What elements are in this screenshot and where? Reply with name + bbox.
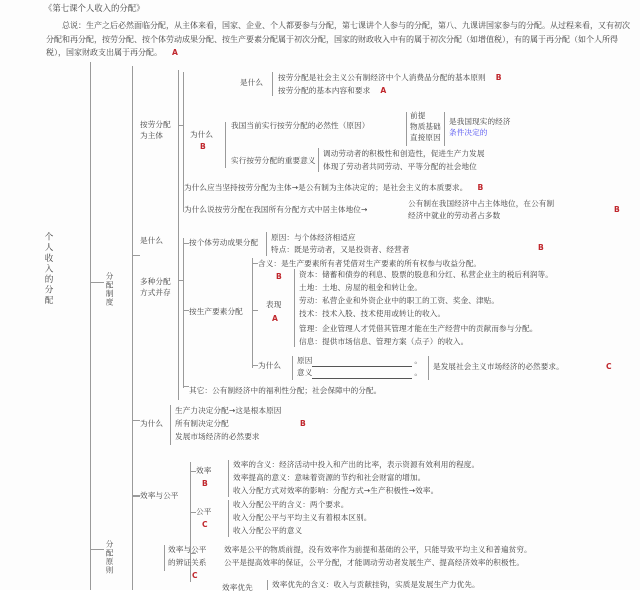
intro-text: 总说：生产之后必然面临分配，从主体来看，国家、企业、个人都要参与分配，第七课讲个人参与的分配，第八、九课讲国家参与的分配。从过程来看，又有初次分配和再分配，按劳分配、按个体劳动成果分配、按生产要素分配属于初次分配，国家的财政收入中有的属于初次分配（如增值税），有的属于再分配（如个人所得税），国家财政支出属于再分配。 — [46, 21, 630, 58]
anlao-what-item-0-text: 按劳分配是社会主义公有制经济中个人消费品分配的基本原则 — [278, 73, 486, 82]
anlao-what-item-1 — [278, 86, 386, 97]
significance-item-0: 调动劳动者的积极性和创造性，促进生产力发展 — [323, 149, 485, 158]
priority-item-0: 效率优先的含义：收入与贡献挂钩，实质是发展生产力优先。 — [272, 580, 480, 589]
node-duozhong: 多种分配 方式并存 — [140, 277, 171, 297]
anlao-extra1 — [184, 183, 483, 194]
yaosu-meaning-text: 含义：是生产要素所有者凭借对生产要素的所有权参与收益分配。 — [258, 259, 482, 268]
significance-spine — [318, 148, 319, 172]
anlao-extra1-text: 为什么应当坚持按劳分配为主体→是公有制为主体决定的；是社会主义的本质要求。 — [184, 183, 468, 192]
necessity-conclusion-line2: 条件决定的 — [449, 128, 488, 137]
root-connector-2 — [90, 549, 104, 550]
node-other: 其它：公有制经济中的福利性分配；社会保障中的分配。 — [189, 386, 382, 395]
node-weishenme: 为什么 — [140, 419, 164, 428]
xiaolv-item-0: 效率的含义：经济活动中投入和产出的比率，表示资源有效利用的程度。 — [233, 460, 480, 469]
anlao-what-label: 是什么 — [240, 78, 264, 87]
anlao-what-item-0-mark: B — [495, 73, 502, 82]
gongping-mark: C — [202, 520, 208, 529]
page-title: 《第七课个人收入的分配》 — [44, 3, 145, 13]
weishenme-item-1: 所有制决定分配 — [175, 419, 229, 428]
anlao-extra2-text: 为什么说按劳分配在我国所有分配方式中居主体地位→ — [184, 205, 368, 214]
weishenme-spine — [170, 405, 171, 445]
dialectic-item-0: 效率是公平的物质前提，没有效率作为前提和基础的公平，只能导致平均主义和普遍贫穷。 — [224, 545, 532, 554]
branch2-connector-a — [132, 495, 140, 496]
necessity-conclusion-spine — [444, 112, 445, 146]
yaosu-meaning-mark: B — [276, 272, 282, 281]
yaosu-why-conclusion: 是发展社会主义市场经济的必然要求。 — [433, 362, 564, 371]
node-xiaolv-gongping: 效率与公平 — [140, 491, 179, 500]
weishenme-item-2: 发展市场经济的必然要求 — [175, 432, 260, 441]
xiaolv-spine — [228, 460, 229, 497]
xiaolv-mark: B — [202, 479, 208, 488]
node-xiaolv: 效率 — [196, 466, 212, 475]
gongping-spine — [228, 500, 229, 537]
gongping-item-2: 收入分配公平的意义 — [233, 526, 303, 535]
branch1-spine — [132, 66, 133, 536]
geti-item-0: 原因：与个体经济相适应 — [271, 233, 356, 242]
yaosu-why-row-1-blank[interactable] — [312, 371, 412, 379]
yaosu-why-row-0-blank[interactable] — [312, 359, 412, 367]
branch1-connector-b — [132, 420, 140, 421]
anlao-what-item-0 — [278, 73, 502, 84]
intro-mark: A — [172, 48, 178, 58]
gongping-item-0: 收入分配公平的含义：两个要求。 — [233, 500, 349, 509]
node-gongping: 公平 — [196, 507, 212, 516]
anlao-extra1-mark: B — [477, 183, 484, 192]
node-priority: 效率优先 — [222, 583, 253, 592]
shishenme-spine — [178, 70, 179, 400]
yaosu-why-row-0-key: 原因 — [297, 356, 313, 365]
xiaolv-item-1: 效率提高的意义：意味着资源的节约和社会财富的增加。 — [233, 473, 426, 482]
necessity-conclusion-line1: 是我国现实的经济 — [449, 117, 511, 126]
geti-mark: B — [538, 243, 544, 252]
yaosu-why-row-1: 意义 。 — [297, 368, 423, 377]
manifest-item-5: 信息：提供市场信息、管理方案（点子）的收入。 — [299, 337, 469, 346]
yaosu-why-row-0: 原因 。 — [297, 356, 423, 365]
dialectic-label-line2: 的辨证关系 — [168, 558, 207, 567]
manifest-item-4: 管理：企业管理人才凭借其管理才能在生产经营中的贡献而参与分配。 — [299, 324, 538, 333]
yaosu-why-spine — [292, 356, 293, 380]
dialectic-mark: C — [192, 571, 198, 580]
yaosu-spine — [252, 258, 253, 368]
yaosu-why-conclusion-spine — [428, 356, 429, 380]
dialectic-item-1: 公平是提高效率的保证，公平分配，才能调动劳动者发展生产、提高经济效率的积极性。 — [224, 558, 525, 567]
anlao-why-label: 为什么 — [190, 130, 214, 139]
priority-spine — [267, 580, 268, 590]
root-label: 个人收入的分配 — [43, 232, 53, 307]
yaosu-manifest-mark: A — [272, 314, 278, 323]
manifest-item-2: 劳动：私营企业和外资企业中的职工的工资、奖金、津贴。 — [299, 296, 500, 305]
node-shishenme: 是什么 — [140, 236, 164, 245]
weishenme-item-0: 生产力决定分配→这是根本原因 — [175, 406, 282, 415]
anlao-what-item-1-mark: A — [380, 86, 387, 95]
anlao-significance-text: 实行按劳分配的重要意义 — [231, 156, 316, 165]
anlao-necessity-text: 我国当前实行按劳分配的必然性（原因） — [231, 121, 370, 130]
necessity-group-spine — [406, 112, 407, 146]
anlao-why-mark: B — [200, 142, 206, 151]
manifest-item-3: 技术：技术入股、技术使用或转让的收入。 — [299, 309, 446, 318]
necessity-sub-1: 物质基础 — [410, 122, 441, 131]
dialectic-label-line1: 效率与公平 — [168, 545, 207, 554]
weishenme-mark: B — [300, 419, 306, 428]
anlao-extra2-right-line2: 经济中就业的劳动者占多数 — [408, 211, 501, 220]
manifest-item-0: 资本：储蓄和债券的利息、股票的股息和分红、私营企业主的税后利润等。 — [299, 270, 553, 279]
branch-label-distribution-principle: 分配原则 — [105, 540, 114, 575]
branch1-connector-c — [132, 496, 140, 497]
root-connector-1 — [90, 282, 104, 283]
geti-item-1: 特点：既是劳动者，又是投资者、经营者 — [271, 245, 410, 254]
manifest-item-1: 土地：土地、房屋的租金和转让金。 — [299, 283, 423, 292]
node-yaosu: 按生产要素分配 — [189, 307, 243, 316]
branch-label-distribution-system: 分配制度 — [105, 272, 114, 307]
anlao-what-spine — [272, 72, 273, 96]
node-geti: 按个体劳动成果分配 — [189, 238, 259, 247]
intro-paragraph — [46, 19, 634, 60]
anlao-why-spine — [225, 122, 226, 168]
necessity-sub-0: 前提 — [410, 111, 426, 120]
significance-item-1: 体现了劳动者共同劳动、平等分配的社会地位 — [323, 162, 477, 171]
yaosu-manifest-label: 表现 — [266, 300, 282, 309]
node-anlao-zhuti: 按劳分配 为主体 — [140, 120, 171, 140]
geti-spine — [266, 232, 267, 256]
xiaolv-item-2: 收入分配方式对效率的影响：分配方式→生产积极性→效率。 — [233, 486, 439, 495]
branch2-spine — [132, 468, 133, 590]
anlao-extra2-right-line1: 公有制在我国经济中占主体地位，在公有制 — [408, 199, 555, 208]
branch1-connector-a — [132, 255, 140, 256]
anlao-extra2-mark: B — [614, 205, 620, 214]
manifest-spine — [294, 269, 295, 347]
yaosu-why-mark: C — [606, 362, 612, 371]
yaosu-why-row-1-key: 意义 — [297, 368, 313, 377]
duozhong-spine — [183, 238, 184, 388]
gongping-item-1: 收入分配公平与平均主义有着根本区别。 — [233, 513, 372, 522]
root-spine — [90, 62, 91, 590]
necessity-sub-2: 直接原因 — [410, 133, 441, 142]
dialectic-spine — [164, 545, 165, 571]
yaosu-why-label: 为什么 — [258, 361, 282, 370]
yaosu-connector-b — [252, 310, 258, 311]
anlao-what-item-1-text: 按劳分配的基本内容和要求 — [278, 86, 371, 95]
